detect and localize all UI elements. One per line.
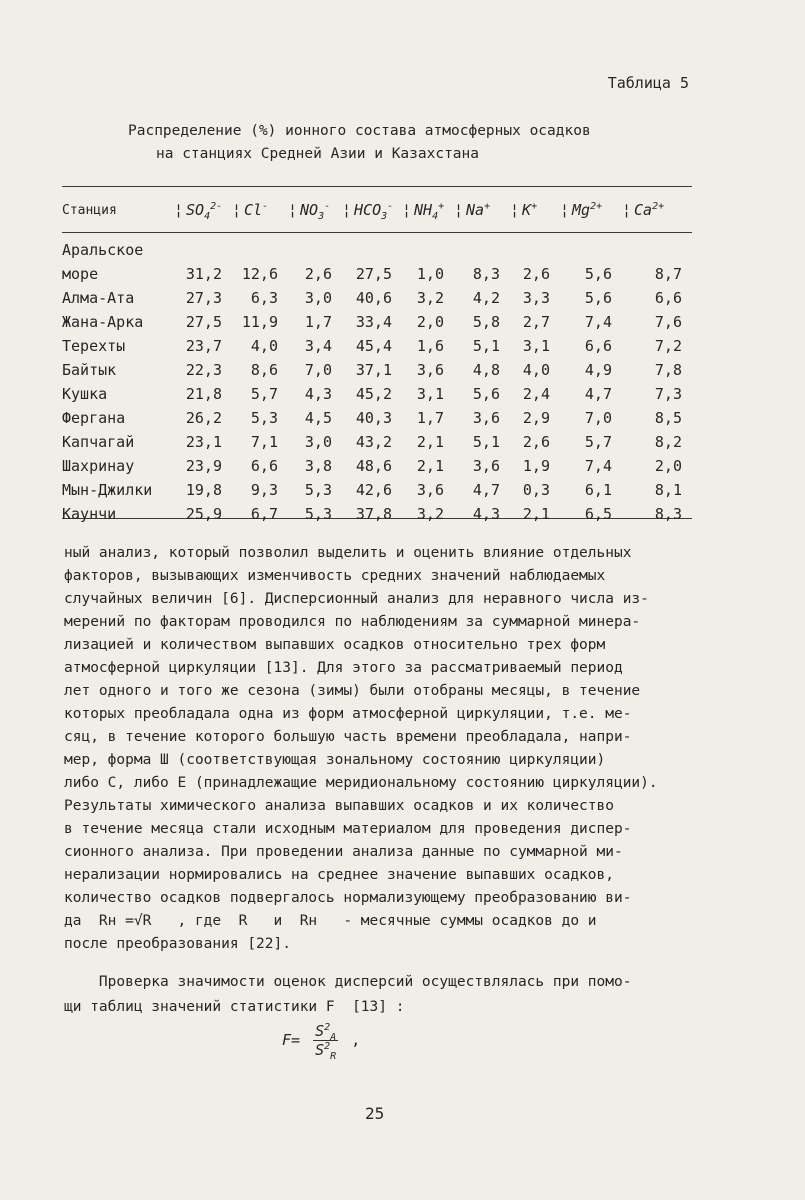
table-cell: 19,8 [185,481,222,499]
table-cell: 3,0 [304,433,332,451]
ion-column-header [622,188,692,232]
text-line: мер, форма Ш (соответствующая зональному состоянию циркуляции) [64,752,606,768]
formula-lhs: F= [282,1031,301,1049]
table-cell: 2,4 [522,385,550,403]
text-line: лет одного и того же сезона (зимы) были отобраны месяцы, в течение [64,683,641,699]
table-cell: 5,6 [472,385,500,403]
table-header-row [62,188,692,232]
table-row [62,478,692,502]
text-line: факторов, вызывающих изменчивость средних значений наблюдаемых [64,568,606,584]
table-cell: 4,7 [584,385,612,403]
table-row [62,358,692,382]
column-separator: ¦ [560,201,570,219]
text-line: либо С, либо Е (принадлежащие меридиональному состоянию циркуляции). [64,775,658,791]
ion-charge: 2- [210,201,223,212]
table-cell: 7,2 [654,337,682,355]
table-cell: 3,3 [522,289,550,307]
station-name: Капчагай [62,433,135,451]
ion-charge: 2+ [652,201,665,212]
table-cell: 3,2 [416,289,444,307]
table-cell: 1,0 [416,265,444,283]
ion-symbol: Mg [572,201,591,219]
text-line: да Rн =√R , где R и Rн - месячные суммы осадков до и [64,913,597,929]
ion-subscript: 4 [204,211,211,222]
table-row [62,406,692,430]
table-row [62,382,692,406]
text-line: количество осадков подвергалось нормализующему преобразованию ви- [64,890,632,906]
ion-symbol: Ca [634,201,653,219]
table-cell: 7,6 [654,313,682,331]
table-cell: 22,3 [185,361,222,379]
table-row [62,502,692,526]
column-separator: ¦ [288,201,298,219]
station-name: Байтык [62,361,117,379]
table-cell: 2,1 [416,457,444,475]
ion-symbol: SO [186,201,205,219]
table-cell: 4,8 [472,361,500,379]
table-row [62,334,692,358]
table-cell: 3,1 [522,337,550,355]
ion-symbol: Na [466,201,485,219]
text-line: в течение месяца стали исходным материалом для проведения диспер- [64,821,632,837]
table-cell: 27,5 [355,265,392,283]
text-line: лизацией и количеством выпавших осадков относительно трех форм [64,637,606,653]
table-cell: 8,7 [654,265,682,283]
text-line: щи таблиц значений статистики F [13] : [64,999,405,1015]
table-cell: 2,6 [522,433,550,451]
table-cell: 6,6 [654,289,682,307]
table-cell: 3,4 [304,337,332,355]
table-cell: 4,3 [304,385,332,403]
table-cell: 23,7 [185,337,222,355]
text-line: атмосферной циркуляции [13]. Для этого за рассматриваемый период [64,660,623,676]
table-cell: 4,5 [304,409,332,427]
table-cell: 8,6 [250,361,278,379]
table-cell: 2,6 [522,265,550,283]
table-cell: 2,0 [654,457,682,475]
table-cell: 3,8 [304,457,332,475]
ion-symbol: HCO [354,201,382,219]
formula-tail: , [351,1031,361,1049]
ion-subscript: 3 [318,211,325,222]
column-separator: ¦ [174,201,184,219]
ion-symbol: Cl [244,201,263,219]
table-cell: 23,9 [185,457,222,475]
f-statistic-formula [282,1022,361,1062]
text-line: Проверка значимости оценок дисперсий осуществлялась при помо- [64,974,632,990]
table-cell: 3,6 [472,457,500,475]
table-cell: 37,8 [355,505,392,523]
table-cell: 6,3 [250,289,278,307]
table-cell: 5,6 [584,289,612,307]
table-cell: 45,2 [355,385,392,403]
table-cell: 3,2 [416,505,444,523]
table-row-label [62,232,692,262]
ion-charge: + [531,201,538,212]
table-cell: 5,6 [584,265,612,283]
table-cell: 2,9 [522,409,550,427]
ion-column-header [402,188,454,232]
table-cell: 3,1 [416,385,444,403]
ion-charge: + [484,201,491,212]
column-separator: ¦ [402,201,412,219]
station-name: Фергана [62,409,126,427]
body-paragraph [64,542,704,956]
table-cell: 4,9 [584,361,612,379]
table-cell: 3,6 [416,361,444,379]
table-cell: 43,2 [355,433,392,451]
table-cell: 3,6 [416,481,444,499]
formula-denominator: $S^2_R$ [315,1041,337,1062]
table-label: Таблица 5 [607,74,689,92]
table-cell: 6,6 [250,457,278,475]
table-cell: 8,3 [654,505,682,523]
table-body [62,232,692,526]
table-cell: 5,8 [472,313,500,331]
table-cell: 3,0 [304,289,332,307]
second-paragraph [64,970,704,1020]
table-cell: 1,9 [522,457,550,475]
table-cell: 11,9 [241,313,278,331]
station-name: Каунчи [62,505,117,523]
table-cell: 5,3 [304,505,332,523]
table-cell: 5,3 [304,481,332,499]
ion-subscript: 4 [432,211,439,222]
ion-charge: 2+ [590,201,603,212]
table-cell: 3,6 [472,409,500,427]
table-cell: 1,7 [304,313,332,331]
ion-composition-table [62,188,692,526]
text-line: которых преобладала одна из форм атмосферной циркуляции, т.е. ме- [64,706,632,722]
ion-charge: + [438,201,445,212]
text-line: сионного анализа. При проведении анализа данные по суммарной ми- [64,844,623,860]
table-caption [128,120,591,166]
ion-column-header [288,188,342,232]
ion-charge: - [324,201,331,212]
table-cell: 8,5 [654,409,682,427]
table-cell: 6,5 [584,505,612,523]
caption-line-2: на станциях Средней Азии и Казахстана [156,146,480,162]
ion-subscript: 3 [381,211,388,222]
table-cell: 8,2 [654,433,682,451]
text-line: сяц, в течение которого большую часть времени преобладала, напри- [64,729,632,745]
table-cell: 21,8 [185,385,222,403]
table-cell: 1,7 [416,409,444,427]
table-cell: 8,3 [472,265,500,283]
table-cell: 4,0 [522,361,550,379]
table-top-rule [62,186,692,187]
table-row [62,262,692,286]
text-line: Результаты химического анализа выпавших осадков и их количество [64,798,614,814]
text-line: после преобразования [22]. [64,936,291,952]
ion-charge: - [262,201,269,212]
table-cell: 4,2 [472,289,500,307]
table-cell: 33,4 [355,313,392,331]
table-cell: 5,3 [250,409,278,427]
table-cell: 2,7 [522,313,550,331]
table-row [62,310,692,334]
column-separator: ¦ [232,201,242,219]
station-name: море [62,265,99,283]
table-cell: 7,8 [654,361,682,379]
ion-charge: - [387,201,394,212]
table-cell: 6,6 [584,337,612,355]
table-cell: 2,1 [522,505,550,523]
table-cell: 7,0 [584,409,612,427]
table-cell: 7,3 [654,385,682,403]
table-cell: 6,1 [584,481,612,499]
text-line: случайных величин [6]. Дисперсионный анализ для неравного числа из- [64,591,649,607]
table-cell: 37,1 [355,361,392,379]
table-row [62,430,692,454]
caption-line-1: Распределение (%) ионного состава атмосферных осадков [128,123,591,139]
table-cell: 7,1 [250,433,278,451]
ion-column-header [174,188,232,232]
table-cell: 8,1 [654,481,682,499]
column-separator: ¦ [454,201,464,219]
table-cell: 40,6 [355,289,392,307]
table-cell: 40,3 [355,409,392,427]
table-cell: 25,9 [185,505,222,523]
table-cell: 4,7 [472,481,500,499]
table-cell: 42,6 [355,481,392,499]
table-cell: 26,2 [185,409,222,427]
station-name: Алма-Ата [62,289,135,307]
ion-column-header [342,188,402,232]
table-row [62,454,692,478]
column-separator: ¦ [342,201,352,219]
ion-column-header [510,188,560,232]
station-column-header: Станция [62,202,117,218]
station-name: Мын-Джилки [62,481,153,499]
table-cell: 27,5 [185,313,222,331]
ion-symbol: NO [300,201,319,219]
station-name: Жана-Арка [62,313,144,331]
table-cell: 45,4 [355,337,392,355]
column-separator: ¦ [510,201,520,219]
table-cell: 4,0 [250,337,278,355]
table-cell: 12,6 [241,265,278,283]
table-cell: 27,3 [185,289,222,307]
table-cell: 23,1 [185,433,222,451]
table-cell: 7,4 [584,457,612,475]
station-name: Шахринау [62,457,135,475]
text-line: ный анализ, который позволил выделить и оценить влияние отдельных [64,545,632,561]
table-cell: 5,1 [472,433,500,451]
table-cell: 31,2 [185,265,222,283]
ion-column-header [560,188,622,232]
ion-symbol: K [522,201,532,219]
page-number: 25 [365,1104,385,1123]
table-row [62,286,692,310]
table-cell: 6,7 [250,505,278,523]
formula-numerator: $S^2_A$ [315,1022,337,1043]
table-cell: 2,0 [416,313,444,331]
table-cell: 48,6 [355,457,392,475]
table-cell: 5,7 [584,433,612,451]
text-line: нерализации нормировались на среднее значение выпавших осадков, [64,867,614,883]
station-name: Терехты [62,337,126,355]
table-cell: 7,0 [304,361,332,379]
table-cell: 0,3 [522,481,550,499]
table-cell: 1,6 [416,337,444,355]
table-cell: 7,4 [584,313,612,331]
text-line: мерений по факторам проводился по наблюдениям за суммарной минера- [64,614,641,630]
ion-column-header [454,188,510,232]
table-cell: 5,1 [472,337,500,355]
formula-fraction [313,1022,338,1062]
ion-column-header [232,188,288,232]
table-cell: 2,1 [416,433,444,451]
station-name: Кушка [62,385,108,403]
ion-symbol: NH [414,201,433,219]
table-cell: 4,3 [472,505,500,523]
station-name: Аральское [62,241,144,259]
column-separator: ¦ [622,201,632,219]
table-cell: 2,6 [304,265,332,283]
table-cell: 9,3 [250,481,278,499]
table-cell: 5,7 [250,385,278,403]
